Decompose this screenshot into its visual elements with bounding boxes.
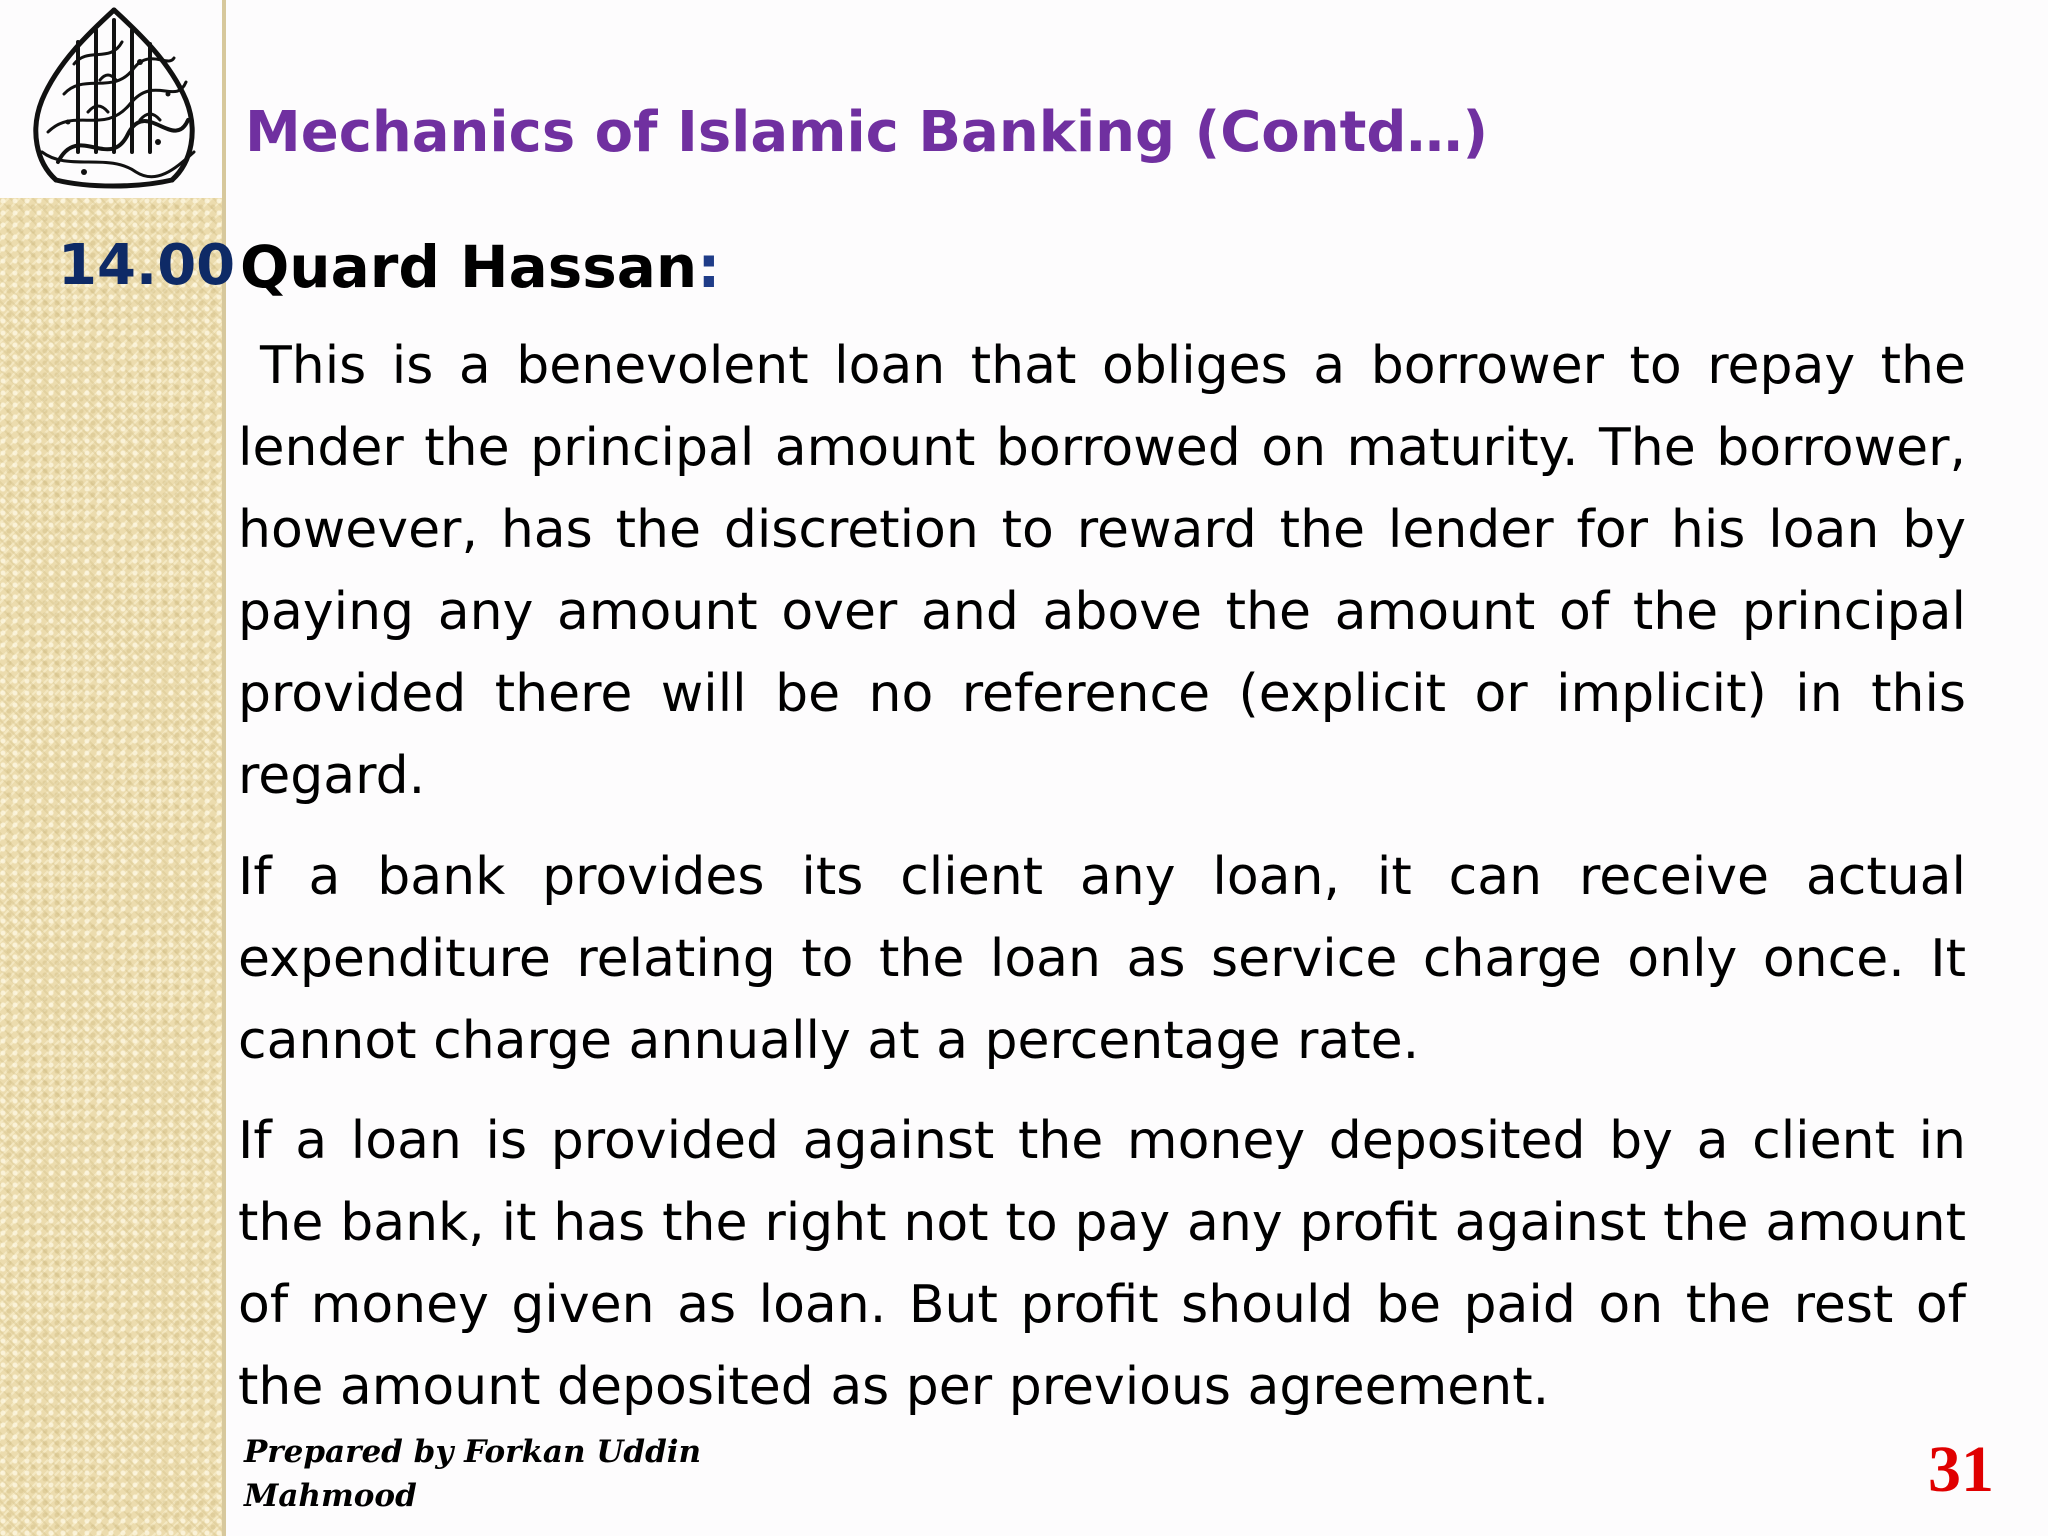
footer-author: Prepared by Forkan Uddin Mahmood bbox=[244, 1434, 702, 1514]
page-number: 31 bbox=[1928, 1433, 1994, 1506]
section-heading-text: Quard Hassan bbox=[240, 233, 698, 301]
vertical-divider bbox=[222, 0, 226, 1536]
slide-title: Mechanics of Islamic Banking (Contd…) bbox=[245, 100, 1489, 165]
paragraph-deposit-loan: If a loan is provided against the money deposited by a client in the bank, it has the right not to pay any profit against the amount of money given as loan. But profit should be paid on the rest of the amount deposited as per previous agreement. bbox=[238, 1111, 1966, 1417]
section-heading-colon: : bbox=[697, 233, 721, 301]
paragraph-service-charge: If a bank provides its client any loan, it can receive actual expenditure relating to the loan as service charge only once. It cannot charge annually at a percentage rate. bbox=[238, 847, 1966, 1071]
decorative-left-strip bbox=[0, 198, 222, 1536]
bismillah-calligraphy-icon bbox=[18, 2, 210, 192]
paragraph-definition: This is a benevolent loan that obliges a borrower to repay the lender the principal amount borrowed on maturity. The borrower, however, has the discretion to reward the lender for his loan by paying any amount over and above the amount of the principal provided there will be no reference (explicit or implicit) in this regard. bbox=[238, 336, 1966, 806]
section-heading bbox=[240, 233, 720, 301]
section-number: 14.00 bbox=[58, 233, 236, 298]
